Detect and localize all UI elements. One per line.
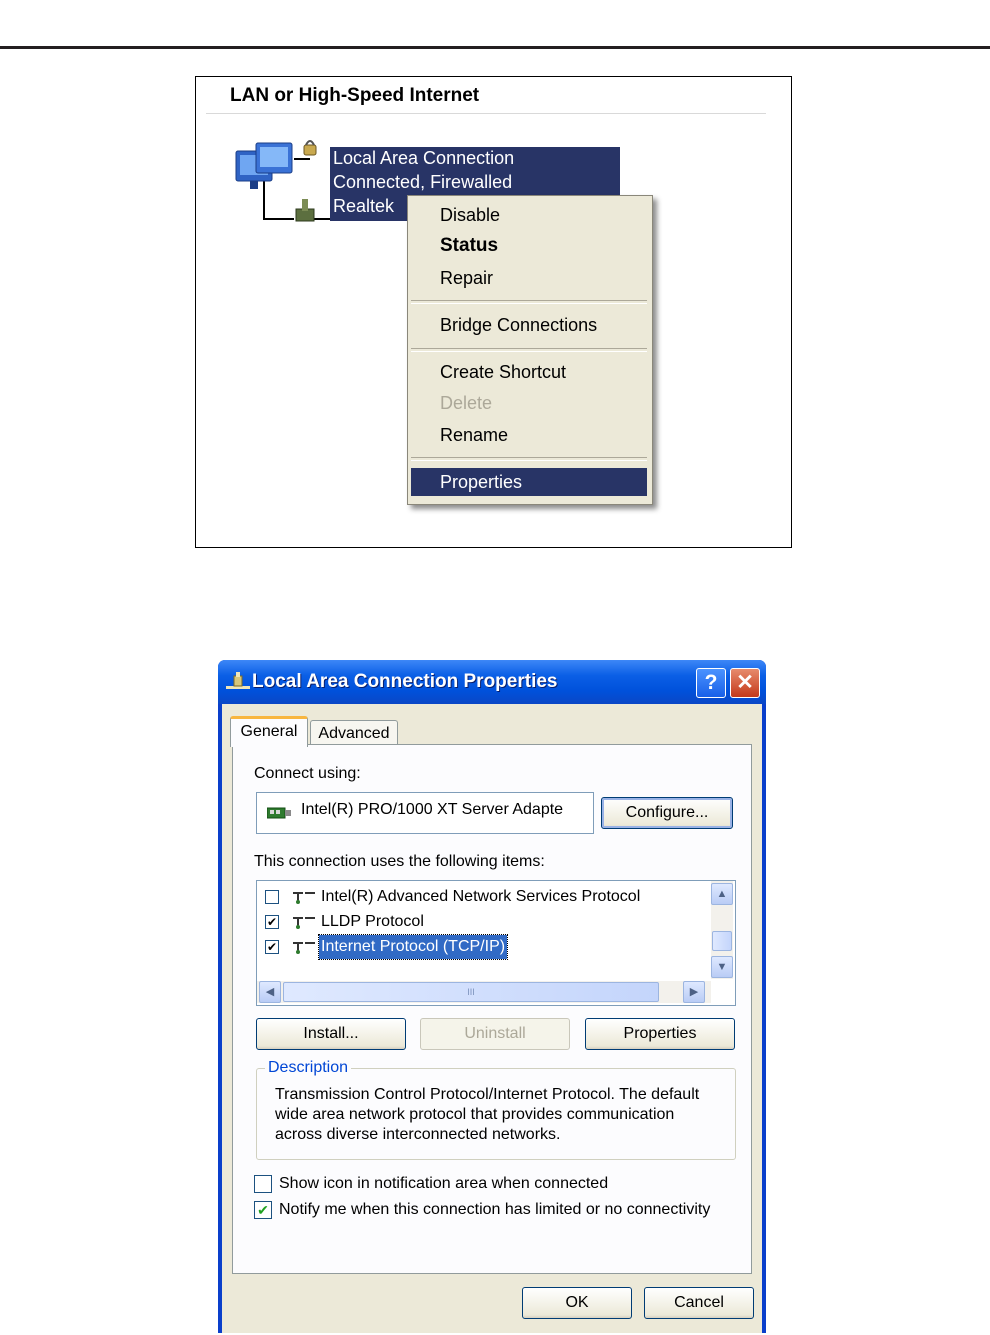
title-bar[interactable]	[218, 660, 766, 704]
scroll-down-icon[interactable]: ▼	[711, 956, 733, 978]
item-checkbox[interactable]: ✔	[266, 915, 278, 929]
horizontal-scrollbar[interactable]	[257, 981, 711, 1003]
items-label: This connection uses the following items:	[254, 853, 545, 870]
vertical-scrollbar[interactable]	[711, 881, 733, 979]
menu-item-create-shortcut[interactable]: Create Shortcut	[440, 362, 567, 382]
notify-checkbox[interactable]: ✔	[254, 1201, 272, 1219]
group-divider	[206, 113, 766, 114]
item-label: LLDP Protocol	[321, 913, 424, 930]
vertical-scroll-thumb[interactable]	[712, 931, 732, 951]
menu-item-rename[interactable]: Rename	[440, 425, 509, 445]
description-text: Transmission Control Protocol/Internet Protocol. The default wide area network protocol that provides communication across diverse interconnected networks.	[275, 1086, 700, 1143]
network-adapter-icon	[267, 807, 291, 819]
protocol-icon	[291, 940, 317, 954]
tab-advanced[interactable]: Advanced	[310, 720, 398, 747]
dialog-title: Local Area Connection Properties	[252, 671, 558, 692]
tab-general[interactable]: General	[230, 716, 308, 747]
item-checkbox[interactable]	[265, 890, 279, 904]
adapter-field	[256, 792, 594, 834]
menu-separator	[411, 457, 647, 461]
connection-device: Realtek	[333, 196, 395, 216]
scroll-right-icon[interactable]: ▶	[683, 981, 705, 1003]
ok-button[interactable]: OK	[522, 1287, 632, 1319]
description-title: Description	[265, 1059, 351, 1077]
network-connection-icon[interactable]	[234, 139, 334, 234]
menu-separator	[411, 300, 647, 304]
general-tab-panel	[232, 744, 752, 1274]
help-button[interactable]: ?	[696, 668, 726, 698]
properties-button[interactable]: Properties	[585, 1018, 735, 1050]
menu-item-properties[interactable]: Properties	[411, 468, 647, 496]
page-rule	[0, 46, 990, 49]
install-button[interactable]: Install...	[256, 1018, 406, 1050]
notify-label[interactable]: Notify me when this connection has limited or no connectivity	[279, 1201, 711, 1218]
network-connections-screenshot	[195, 76, 792, 548]
show-icon-label[interactable]: Show icon in notification area when connected	[279, 1175, 609, 1192]
connection-status: Connected, Firewalled	[333, 172, 513, 192]
horizontal-scroll-thumb[interactable]: III	[283, 982, 659, 1002]
menu-item-bridge-connections[interactable]: Bridge Connections	[440, 315, 598, 335]
scroll-left-icon[interactable]: ◀	[259, 981, 281, 1003]
item-label-selected: Internet Protocol (TCP/IP)	[319, 935, 507, 959]
dialog-client-area	[222, 704, 762, 1333]
context-menu	[407, 195, 653, 505]
close-button[interactable]: ✕	[730, 668, 760, 698]
properties-dialog	[218, 660, 766, 1333]
group-title: LAN or High-Speed Internet	[230, 85, 480, 106]
menu-item-repair[interactable]: Repair	[440, 268, 494, 288]
protocol-icon	[291, 890, 317, 904]
cancel-button[interactable]: Cancel	[644, 1287, 754, 1319]
uninstall-button: Uninstall	[420, 1018, 570, 1050]
item-checkbox[interactable]: ✔	[266, 940, 278, 954]
menu-item-delete: Delete	[440, 393, 493, 413]
menu-separator	[411, 348, 647, 352]
configure-button[interactable]: Configure...	[601, 797, 733, 829]
menu-item-disable[interactable]: Disable	[440, 205, 501, 225]
scroll-up-icon[interactable]: ▲	[711, 883, 733, 905]
adapter-name: Intel(R) PRO/1000 XT Server Adapte	[301, 801, 564, 818]
components-list[interactable]	[256, 880, 736, 1006]
connect-using-label: Connect using:	[254, 765, 361, 782]
menu-item-status[interactable]: Status	[440, 235, 499, 256]
item-label: Intel(R) Advanced Network Services Protocol	[321, 888, 641, 905]
network-connection-icon	[226, 672, 250, 694]
protocol-icon	[291, 915, 317, 929]
connection-name[interactable]: Local Area Connection	[333, 148, 515, 168]
show-icon-checkbox[interactable]	[254, 1175, 272, 1193]
